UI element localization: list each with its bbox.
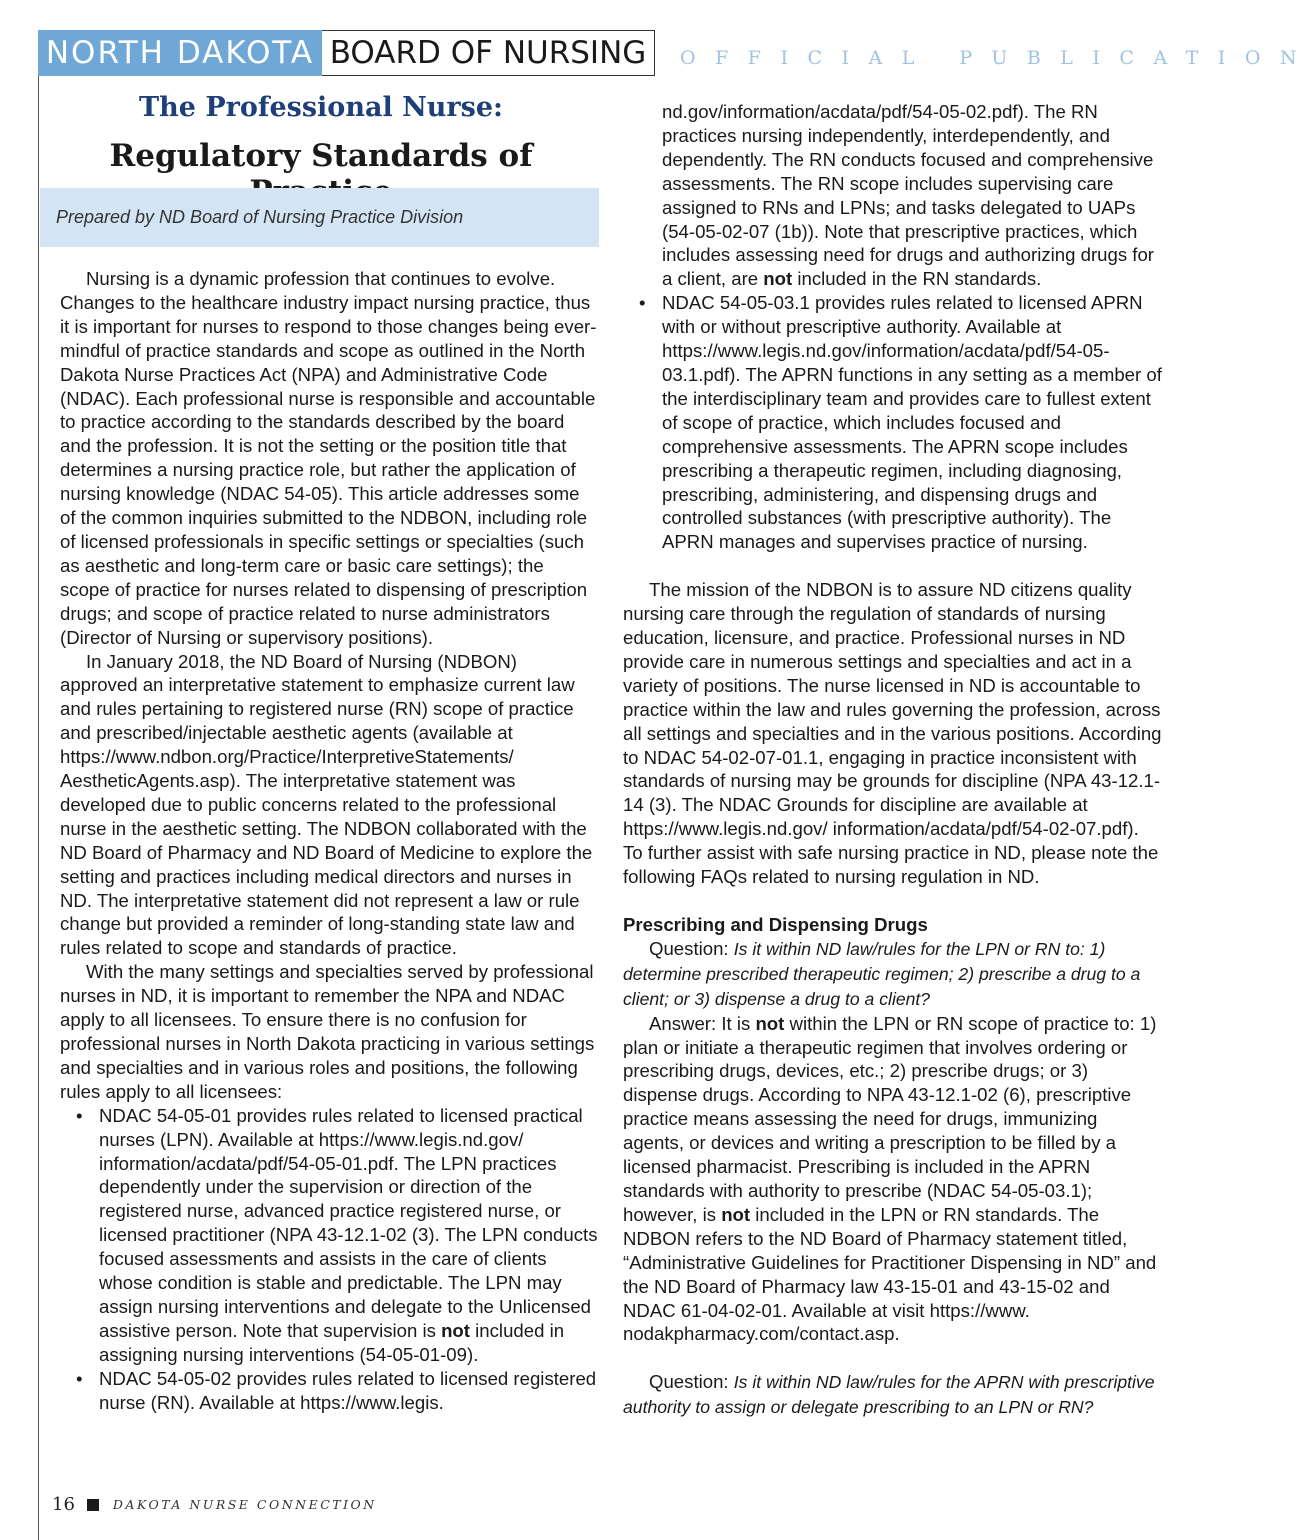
rules-list-continued [623, 291, 1163, 554]
emphasis-not: not [763, 268, 793, 290]
list-item-lpn-text-end: included in assigning nursing interventions (54-05-01-09). [99, 1319, 565, 1365]
list-item-rn [60, 1367, 598, 1415]
question-2-label: Question: [649, 1371, 734, 1393]
paragraph-settings: With the many settings and specialties served by professional nurses in ND, it is important to remember the NPA and NDAC apply to all licensees. To ensure there is no confusion for professional nurses in North Dakota practicing in various settings and specialties and in various roles and positions, the following rules apply to all licensees: [60, 961, 595, 1102]
list-item-lpn-text: NDAC 54-05-01 provides rules related to licensed practical nurses (LPN). Available at https://www.legis.nd.gov/ information/acdata/pdf/54-05-01.pdf. The LPN practices dependently under the supervision or direction of the registered nurse, advanced practice registered nurse, or licensed practitioner (NPA 43-12.1-02 (3). The LPN conducts focused assessments and assists in the care of clients whose condition is stable and predictable. The LPN may assign nursing interventions and delegate to the Unlicensed assistive person. Note that supervision is [99, 1104, 598, 1341]
question-1 [623, 937, 1163, 1012]
left-column [60, 267, 598, 1415]
section-heading: Prescribing and Dispensing Drugs [623, 914, 928, 935]
article-title-line1: The Professional Nurse: [139, 92, 503, 123]
paragraph-interpretative-statement: In January 2018, the ND Board of Nursing (NDBON) approved an interpretative statement to emphasize current law and rules pertaining to registered nurse (RN) scope of practice and prescribed/injectable aesthetic agents (available at https://www.ndbon.org/Practice/InterpretiveStatements/ AestheticAgents.asp). The interpretative statement was developed due to public concerns related to the professional nurse in the aesthetic setting. The NDBON collaborated with the ND Board of Pharmacy and ND Board of Medicine to explore the setting and practices including medical directors and nurses in ND. The interpretative statement did not represent a law or rule change but provided a reminder of long-standing state law and rules related to scope and standards of practice. [60, 650, 593, 959]
list-item-aprn [623, 291, 1163, 554]
paragraph-intro: Nursing is a dynamic profession that continues to evolve. Changes to the healthcare industry impact nursing practice, thus it is important for nurses to respond to those changes being ever-mindful of practice standards and scope as outlined in the North Dakota Nurse Practices Act (NPA) and Administrative Code (NDAC). Each professional nurse is responsible and accountable to practice according to the standards described by the board and the profession. It is not the setting or the position title that determines a nursing practice role, but rather the application of nursing knowledge (NDAC 54-05). This article addresses some of the common inquiries submitted to the NDBON, including role of licensed professionals in specific settings or specialties (such as aesthetic and long-term care or basic care settings); the scope of practice for nurses related to dispensing of prescription drugs; and scope of practice related to nurse administrators (Director of Nursing or supervisory positions). [60, 268, 597, 648]
article-title-line2: Regulatory Standards of [109, 138, 533, 174]
left-margin-rule [38, 30, 39, 1540]
list-item-rn-continued-text: nd.gov/information/acdata/pdf/54-05-02.pdf). The RN practices nursing independently, interdependently, and dependently. The RN conducts focused and comprehensive assessments. The RN scope includes supervising care assigned to RNs and LPNs; and tasks delegated to UAPs (54-05-02-07 (1b)). Note that prescriptive practices, which includes assessing need for drugs and authorizing drugs for a client, are [662, 101, 1154, 290]
question-1-text: Is it within ND law/rules for the LPN or RN to: 1) determine prescribed therapeutic regimen; 2) prescribe a drug to a client; or 3) dispense a drug to a client? [623, 938, 1141, 1009]
right-column [623, 100, 1163, 1420]
masthead [38, 30, 655, 76]
square-bullet-icon [87, 1499, 99, 1511]
emphasis-not: not [441, 1319, 470, 1341]
page-footer [52, 1494, 377, 1515]
masthead-board: BOARD OF NURSING [322, 30, 655, 76]
list-item-rn-continued-end: included in the RN standards. [792, 268, 1042, 290]
question-1-label: Question: [649, 937, 734, 959]
magazine-name: DAKOTA NURSE CONNECTION [112, 1497, 377, 1512]
list-item-lpn [60, 1104, 598, 1367]
list-item-rn-text: NDAC 54-05-02 provides rules related to licensed registered nurse (RN). Available at https://www.legis. [99, 1367, 597, 1413]
answer-1 [623, 1012, 1163, 1347]
question-2 [623, 1370, 1163, 1420]
rules-list [60, 1104, 598, 1415]
answer-1-label: Answer: It is [649, 1012, 756, 1034]
emphasis-not: not [755, 1012, 785, 1034]
emphasis-not: not [721, 1203, 751, 1225]
list-item-aprn-text: NDAC 54-05-03.1 provides rules related to licensed APRN with or without prescriptive authority. Available at https://www.legis.nd.gov/information/acdata/pdf/54-05-03.1.pdf). The APRN functions in any setting as a member of the interdisciplinary team and provides care to fullest extent of scope of practice, which includes focused and comprehensive assessments. The APRN scope includes prescribing a therapeutic regimen, including diagnosing, prescribing, administering, and dispensing drugs and controlled substances (with prescriptive authority). The APRN manages and supervises practice of nursing. [662, 292, 1162, 553]
answer-1-text: within the LPN or RN scope of practice to: 1) plan or initiate a therapeutic regimen that involves ordering or prescribing drugs, devices, etc.; 2) prescribe drugs; or 3) dispense drugs. According to NPA 43-12.1-02 (6), prescriptive practice means assessing the need for drugs, immunizing agents, or devices and writing a prescription to be filled by a licensed pharmacist. Prescribing is included in the APRN standards with authority to prescribe (NDAC 54-05-03.1); however, is [623, 1012, 1157, 1225]
byline-box [40, 188, 599, 247]
official-publication-label: OFFICIAL PUBLICATION [680, 47, 1316, 69]
answer-1-text-end: included in the LPN or RN standards. The NDBON refers to the ND Board of Pharmacy statement titled, “Administrative Guidelines for Practitioner Dispensing in ND” and the ND Board of Pharmacy law 43-15-01 and 43-15-02 and NDAC 61-04-02-01. Available at visit https://www. nodakpharmacy.com/contact.asp. [623, 1203, 1157, 1345]
byline: Prepared by ND Board of Nursing Practice Division [56, 207, 464, 227]
page-number: 16 [52, 1494, 75, 1515]
masthead-state: NORTH DAKOTA [38, 30, 322, 76]
question-2-text: Is it within ND law/rules for the APRN with prescriptive authority to assign or delegate prescribing to an LPN or RN? [623, 1372, 1155, 1418]
list-item-rn-continued [623, 100, 1163, 291]
paragraph-mission: The mission of the NDBON is to assure ND citizens quality nursing care through the regulation of standards of nursing education, licensure, and practice. Professional nurses in ND provide care in numerous settings and specialties and act in a variety of positions. The nurse licensed in ND is accountable to practice within the law and rules governing the profession, across all settings and specialties and in the various positions. According to NDAC 54-02-07-01.1, engaging in practice inconsistent with standards of nursing may be grounds for discipline (NPA 43-12.1-14 (3). The NDAC Grounds for discipline are available at https://www.legis.nd.gov/ information/acdata/pdf/54-02-07.pdf). To further assist with safe nursing practice in ND, please note the following FAQs related to nursing regulation in ND. [623, 579, 1162, 888]
